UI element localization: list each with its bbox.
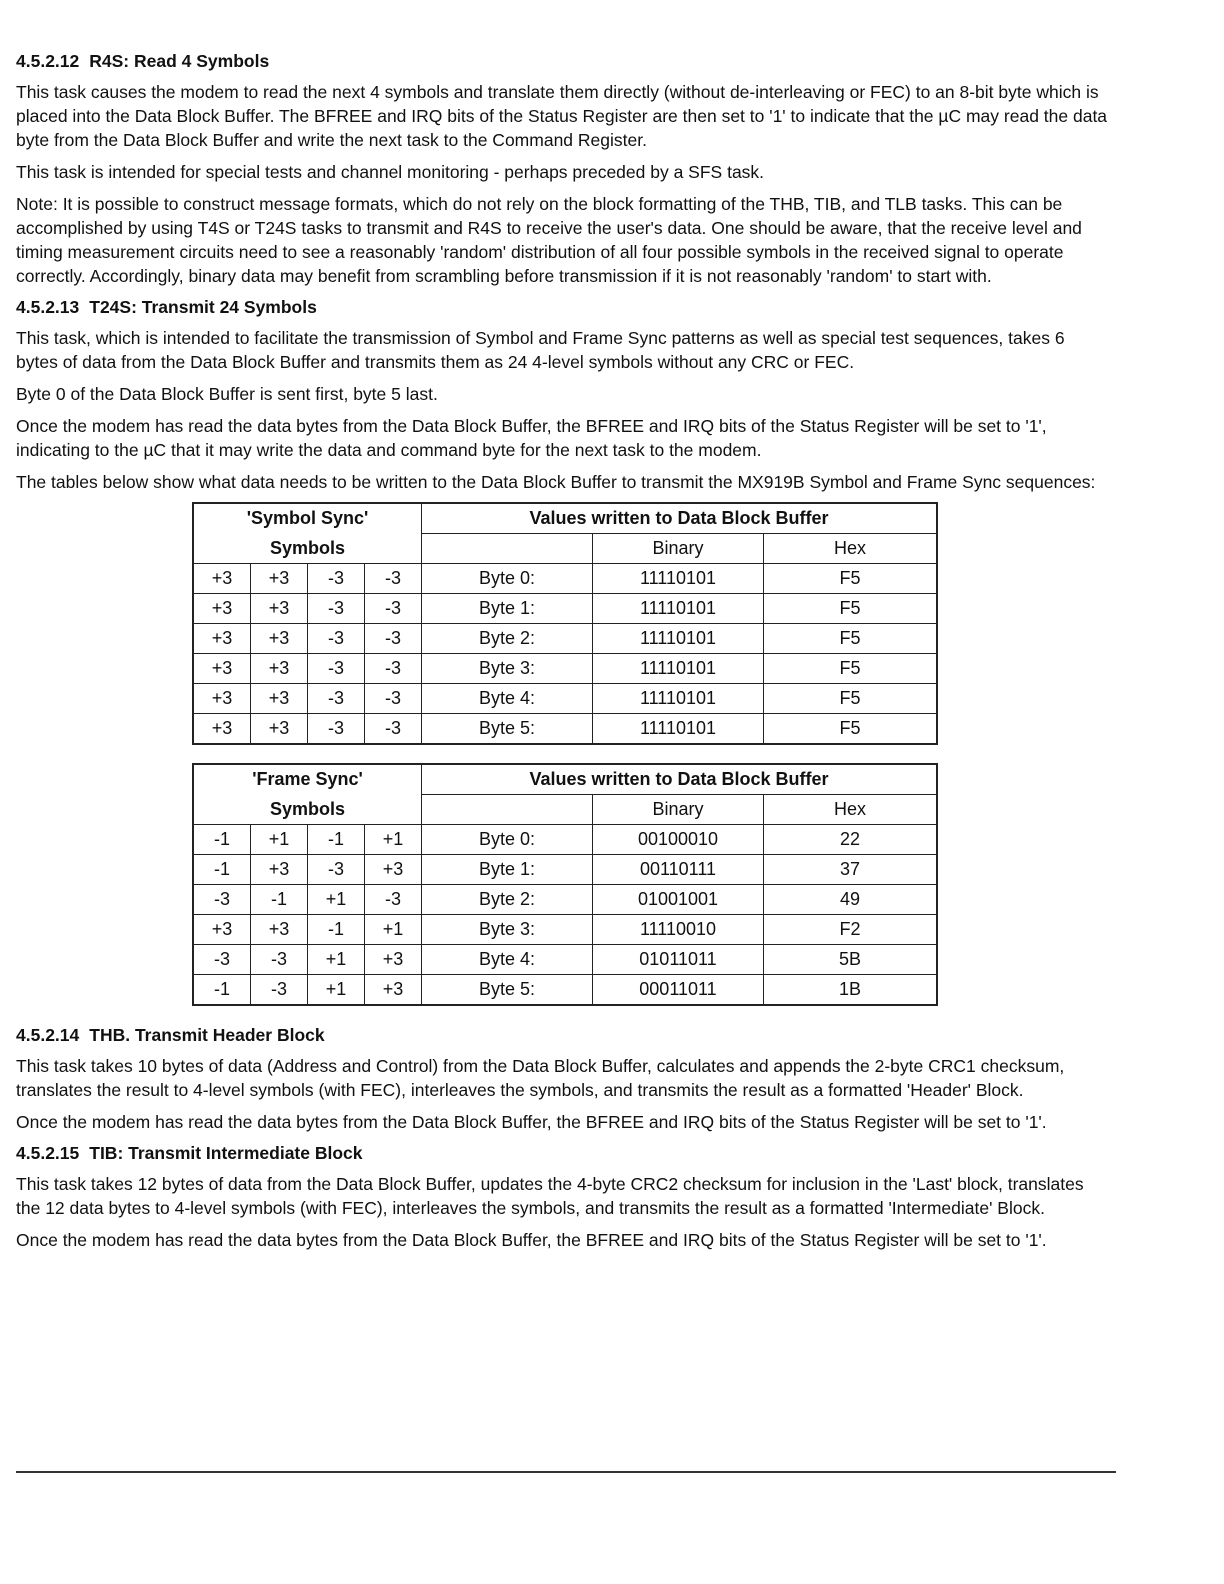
symbol-cell: -3 <box>365 885 422 915</box>
footer-rule <box>16 1471 1116 1473</box>
symbol-cell: -1 <box>193 975 251 1006</box>
hex-value: 49 <box>764 885 938 915</box>
paragraph: Byte 0 of the Data Block Buffer is sent first, byte 5 last. <box>16 384 438 404</box>
table-subtitle: Symbols <box>193 795 422 825</box>
symbol-cell: +3 <box>193 684 251 714</box>
symbol-cell: -3 <box>365 714 422 745</box>
byte-label: Byte 3: <box>422 915 593 945</box>
section-heading-thb <box>16 1024 1111 1046</box>
symbol-cell: -1 <box>308 915 365 945</box>
binary-header: Binary <box>593 534 764 564</box>
symbol-cell: +3 <box>193 624 251 654</box>
byte-label: Byte 0: <box>422 825 593 855</box>
paragraph: This task, which is intended to facilitate the transmission of Symbol and Frame Sync patterns as well as special test sequences, takes 6 bytes of data from the Data Block Buffer and transmits them as 24 4-level symbols without any CRC or FEC. <box>16 328 1065 372</box>
byte-label: Byte 2: <box>422 624 593 654</box>
table-row <box>193 885 937 915</box>
byte-label: Byte 0: <box>422 564 593 594</box>
symbol-cell: -3 <box>365 624 422 654</box>
paragraph: This task takes 12 bytes of data from the Data Block Buffer, updates the 4-byte CRC2 checksum for inclusion in the 'Last' block, translates the 12 data bytes to 4-level symbols (with FEC), interleaves the symbols, and transmits the result as a formatted 'Intermediate' Block. <box>16 1174 1084 1218</box>
symbol-cell: +3 <box>193 564 251 594</box>
symbol-sync-table <box>192 502 938 745</box>
hex-value: 5B <box>764 945 938 975</box>
symbol-cell: +3 <box>193 594 251 624</box>
table-row <box>193 975 937 1006</box>
binary-value: 00011011 <box>593 975 764 1006</box>
symbol-cell: +3 <box>193 915 251 945</box>
byte-label: Byte 4: <box>422 945 593 975</box>
paragraph: The tables below show what data needs to be written to the Data Block Buffer to transmit the MX919B Symbol and Frame Sync sequences: <box>16 472 1096 492</box>
symbol-cell: +1 <box>308 945 365 975</box>
table-title: 'Frame Sync' <box>193 764 422 795</box>
symbol-cell: +3 <box>251 855 308 885</box>
symbol-cell: -3 <box>251 945 308 975</box>
symbol-cell: +3 <box>251 594 308 624</box>
hex-header: Hex <box>764 795 938 825</box>
byte-label: Byte 3: <box>422 654 593 684</box>
symbol-cell: -3 <box>365 594 422 624</box>
byte-label: Byte 4: <box>422 684 593 714</box>
hex-value: F2 <box>764 915 938 945</box>
symbol-sync-table-wrap <box>192 502 1111 745</box>
blank-header <box>422 534 593 564</box>
symbol-cell: -3 <box>193 885 251 915</box>
binary-value: 00100010 <box>593 825 764 855</box>
binary-value: 11110101 <box>593 714 764 745</box>
symbol-cell: +1 <box>365 825 422 855</box>
section-title: TIB: Transmit Intermediate Block <box>89 1143 363 1163</box>
section-title: T24S: Transmit 24 Symbols <box>89 297 317 317</box>
byte-label: Byte 1: <box>422 855 593 885</box>
section-title: R4S: Read 4 Symbols <box>89 51 270 71</box>
symbol-cell: -3 <box>193 945 251 975</box>
symbol-cell: +1 <box>365 915 422 945</box>
section-number: 4.5.2.12 <box>16 51 80 71</box>
symbol-cell: +3 <box>251 624 308 654</box>
symbol-cell: -3 <box>365 684 422 714</box>
paragraph: Once the modem has read the data bytes from the Data Block Buffer, the BFREE and IRQ bits of the Status Register will be set to '1'. <box>16 1230 1047 1250</box>
binary-value: 11110101 <box>593 654 764 684</box>
symbol-cell: -1 <box>193 855 251 885</box>
table-row <box>193 624 937 654</box>
binary-value: 01001001 <box>593 885 764 915</box>
table-subtitle: Symbols <box>193 534 422 564</box>
hex-value: F5 <box>764 624 938 654</box>
hex-value: F5 <box>764 684 938 714</box>
symbol-cell: +1 <box>308 975 365 1006</box>
byte-label: Byte 5: <box>422 714 593 745</box>
symbol-cell: -1 <box>193 825 251 855</box>
symbol-cell: +3 <box>365 855 422 885</box>
table-title: 'Symbol Sync' <box>193 503 422 534</box>
paragraph: Note: It is possible to construct message formats, which do not rely on the block formatting of the THB, TIB, and TLB tasks. This can be accomplished by using T4S or T24S tasks to transmit and R4S to receive the user's data. One should be aware, that the receive level and timing measurement circuits need to see a reasonably 'random' distribution of all four possible symbols in the received signal to operate correctly. Accordingly, binary data may benefit from scrambling before transmission if it is not reasonably 'random' to start with. <box>16 194 1082 286</box>
hex-value: F5 <box>764 564 938 594</box>
table-row <box>193 714 937 745</box>
values-header: Values written to Data Block Buffer <box>422 503 938 534</box>
symbol-cell: +3 <box>251 684 308 714</box>
symbol-cell: +3 <box>193 714 251 745</box>
symbol-cell: -1 <box>308 825 365 855</box>
blank-header <box>422 795 593 825</box>
hex-value: 22 <box>764 825 938 855</box>
paragraph: This task is intended for special tests and channel monitoring - perhaps preceded by a SFS task. <box>16 162 765 182</box>
frame-sync-table-wrap <box>192 763 1111 1006</box>
symbol-cell: +3 <box>193 654 251 684</box>
binary-value: 00110111 <box>593 855 764 885</box>
binary-value: 11110101 <box>593 594 764 624</box>
symbol-cell: -3 <box>308 564 365 594</box>
symbol-cell: -3 <box>308 654 365 684</box>
hex-header: Hex <box>764 534 938 564</box>
hex-value: 1B <box>764 975 938 1006</box>
binary-value: 11110101 <box>593 624 764 654</box>
table-row <box>193 825 937 855</box>
symbol-cell: -3 <box>308 624 365 654</box>
frame-sync-table <box>192 763 938 1006</box>
table-row <box>193 945 937 975</box>
hex-value: 37 <box>764 855 938 885</box>
values-header: Values written to Data Block Buffer <box>422 764 938 795</box>
paragraph: This task takes 10 bytes of data (Address and Control) from the Data Block Buffer, calculates and appends the 2-byte CRC1 checksum, translates the result to 4-level symbols (with FEC), interleaves the symbols, and transmits the result as a formatted 'Header' Block. <box>16 1056 1065 1100</box>
symbol-cell: +3 <box>365 975 422 1006</box>
table-row <box>193 654 937 684</box>
symbol-cell: +1 <box>308 885 365 915</box>
section-number: 4.5.2.13 <box>16 297 80 317</box>
paragraph: This task causes the modem to read the next 4 symbols and translate them directly (without de-interleaving or FEC) to an 8-bit byte which is placed into the Data Block Buffer. The BFREE and IRQ bits of the Status Register are then set to '1' to indicate that the µC may read the data byte from the Data Block Buffer and write the next task to the Command Register. <box>16 82 1108 150</box>
table-row <box>193 684 937 714</box>
binary-value: 11110101 <box>593 564 764 594</box>
hex-value: F5 <box>764 594 938 624</box>
symbol-cell: -3 <box>365 654 422 684</box>
table-row <box>193 855 937 885</box>
paragraph: Once the modem has read the data bytes from the Data Block Buffer, the BFREE and IRQ bits of the Status Register will be set to '1'. <box>16 1112 1047 1132</box>
binary-header: Binary <box>593 795 764 825</box>
section-heading-tib <box>16 1142 1111 1164</box>
section-number: 4.5.2.15 <box>16 1143 80 1163</box>
symbol-cell: -3 <box>308 594 365 624</box>
symbol-cell: -3 <box>308 714 365 745</box>
section-title: THB. Transmit Header Block <box>89 1025 325 1045</box>
symbol-cell: +3 <box>251 714 308 745</box>
symbol-cell: +3 <box>365 945 422 975</box>
table-row <box>193 594 937 624</box>
table-row <box>193 915 937 945</box>
symbol-cell: -1 <box>251 885 308 915</box>
symbol-cell: -3 <box>308 684 365 714</box>
document-page <box>16 50 1111 1260</box>
binary-value: 11110010 <box>593 915 764 945</box>
section-number: 4.5.2.14 <box>16 1025 80 1045</box>
section-heading-r4s <box>16 50 1111 72</box>
binary-value: 11110101 <box>593 684 764 714</box>
section-heading-t24s <box>16 296 1111 318</box>
hex-value: F5 <box>764 714 938 745</box>
table-row <box>193 564 937 594</box>
symbol-cell: +3 <box>251 915 308 945</box>
byte-label: Byte 2: <box>422 885 593 915</box>
symbol-cell: -3 <box>308 855 365 885</box>
symbol-cell: +3 <box>251 654 308 684</box>
symbol-cell: +1 <box>251 825 308 855</box>
symbol-cell: -3 <box>251 975 308 1006</box>
byte-label: Byte 5: <box>422 975 593 1006</box>
hex-value: F5 <box>764 654 938 684</box>
binary-value: 01011011 <box>593 945 764 975</box>
paragraph: Once the modem has read the data bytes from the Data Block Buffer, the BFREE and IRQ bits of the Status Register will be set to '1', indicating to the µC that it may write the data and command byte for the next task to the modem. <box>16 416 1047 460</box>
symbol-cell: +3 <box>251 564 308 594</box>
byte-label: Byte 1: <box>422 594 593 624</box>
symbol-cell: -3 <box>365 564 422 594</box>
